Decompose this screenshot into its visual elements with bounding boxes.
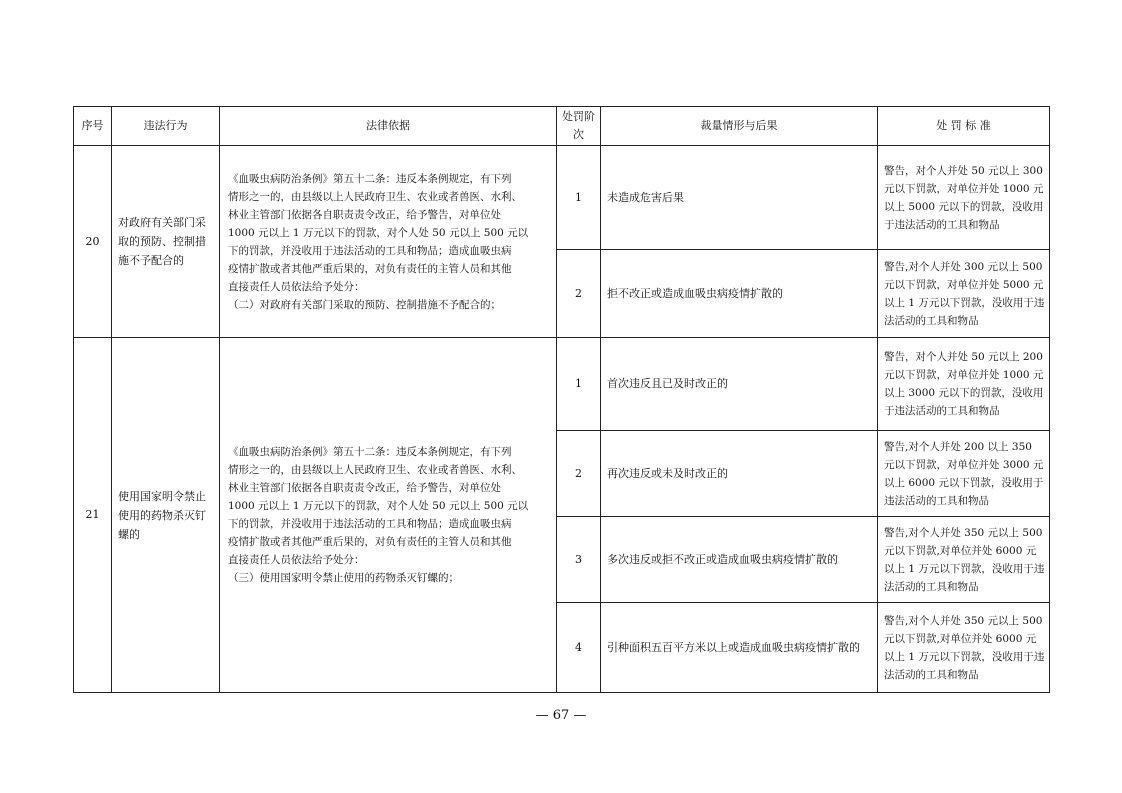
stage-condition: 再次违反或未及时改正的: [601, 431, 878, 517]
header-act: 违法行为: [112, 107, 220, 146]
stage-number: 4: [557, 603, 601, 693]
page-number: — 67 —: [535, 708, 587, 723]
law-line: 下的罚款，并没收用于违法活动的工具和物品；造成血吸虫病: [228, 518, 512, 530]
stage-condition: 多次违反或拒不改正或造成血吸虫病疫情扩散的: [601, 517, 878, 603]
stage-penalty: 警告,对个人并处 350 元以上 500 元以下罚款,对单位并处 6000 元以上 1 万元以下罚款，没收用于违法活动的工具和物品: [878, 517, 1050, 603]
stage-penalty: 警告,对个人并处 350 元以上 500 元以下罚款,对单位并处 6000 元以上 1 万元以下罚款，没收用于违法活动的工具和物品: [878, 603, 1050, 693]
law-line: 情形之一的，由县级以上人民政府卫生、农业或者兽医、水利、: [228, 464, 522, 476]
law-line: 1000 元以上 1 万元以下的罚款，对个人处 50 元以上 500 元以: [228, 226, 529, 239]
law-line: 疫情扩散或者其他严重后果的，对负有责任的主管人员和其他: [228, 536, 512, 548]
row-act: 使用国家明令禁止使用的药物杀灭钉螺的: [112, 338, 220, 693]
law-line: （二）对政府有关部门采取的预防、控制措施不予配合的；: [228, 298, 501, 311]
law-line: 林业主管部门依据各自职责责令改正，给予警告，对单位处: [228, 208, 501, 221]
stage-penalty: 警告,对个人并处 300 元以上 500 元以下罚款，对单位并处 5000 元以上 1 万元以下罚款，没收用于违法活动的工具和物品: [878, 250, 1050, 338]
stage-condition: 拒不改正或造成血吸虫病疫情扩散的: [601, 250, 878, 338]
law-line: 直接责任人员依法给予处分：: [228, 280, 365, 293]
stage-number: 1: [557, 338, 601, 431]
law-line: 《血吸虫病防治条例》第五十二条：违反本条例规定，有下列: [228, 172, 512, 185]
law-line: 下的罚款，并没收用于违法活动的工具和物品；造成血吸虫病: [228, 244, 512, 257]
table-row: [74, 146, 1050, 250]
stage-number: 2: [557, 431, 601, 517]
law-line: 情形之一的，由县级以上人民政府卫生、农业或者兽医、水利、: [228, 190, 522, 203]
header-law: 法律依据: [220, 107, 557, 146]
header-penalty: 处 罚 标 准: [878, 107, 1050, 146]
table-header-row: [74, 107, 1050, 146]
stage-number: 2: [557, 250, 601, 338]
stage-penalty: 警告，对个人并处 50 元以上 300 元以下罚款，对单位并处 1000 元以上 5000 元以下的罚款，没收用于违法活动的工具和物品: [878, 146, 1050, 250]
law-line: 《血吸虫病防治条例》第五十二条：违反本条例规定，有下列: [228, 446, 512, 458]
row-seq: 20: [74, 146, 112, 338]
stage-condition: 首次违反且已及时改正的: [601, 338, 878, 431]
header-seq: 序号: [74, 107, 112, 146]
header-stage: 处罚阶次: [557, 107, 601, 146]
header-condition: 裁量情形与后果: [601, 107, 878, 146]
law-line: （三）使用国家明令禁止使用的药物杀灭钉螺的；: [228, 572, 459, 584]
stage-number: 3: [557, 517, 601, 603]
stage-penalty: 警告,对个人并处 200 以上 350 元以下罚款，对单位并处 3000 元以上 6000 元以下罚款，没收用于违法活动的工具和物品: [878, 431, 1050, 517]
penalty-table: [73, 106, 1050, 693]
row-act: 对政府有关部门采取的预防、控制措施不予配合的: [112, 146, 220, 338]
law-line: 林业主管部门依据各自职责责令改正，给予警告，对单位处: [228, 482, 501, 494]
table-row: [74, 338, 1050, 431]
stage-number: 1: [557, 146, 601, 250]
law-line: 疫情扩散或者其他严重后果的，对负有责任的主管人员和其他: [228, 262, 512, 275]
row-law: [220, 338, 557, 693]
row-seq: 21: [74, 338, 112, 693]
stage-condition: 未造成危害后果: [601, 146, 878, 250]
law-line: 直接责任人员依法给予处分：: [228, 554, 365, 566]
stage-penalty: 警告，对个人并处 50 元以上 200 元以下罚款，对单位并处 1000 元以上 3000 元以下的罚款，没收用于违法活动的工具和物品: [878, 338, 1050, 431]
law-line: 1000 元以上 1 万元以下的罚款，对个人处 50 元以上 500 元以: [228, 500, 529, 512]
stage-condition: 引种面积五百平方米以上或造成血吸虫病疫情扩散的: [601, 603, 878, 693]
row-law: [220, 146, 557, 338]
